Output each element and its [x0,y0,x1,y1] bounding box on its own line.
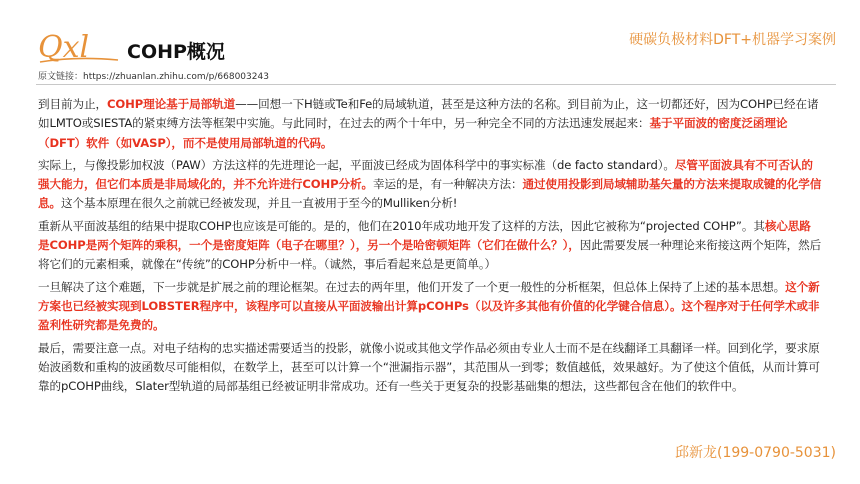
paragraph-5: 最后，需要注意一点。对电子结构的忠实描述需要适当的投影，就像小说或其他文学作品必须由专业人士而不是在线翻译工具翻译一样。回到化学，要求原始波函数和重构的波函数尽可能相似，在数学上，甚至可以计算一个“泄漏指示器”，其范围从一到零；数值越低，效果越好。为了使这个值低，从而计算可靠的pCOHP曲线，Slater型轨道的局部基组已经被证明非常成功。还有一些关于更复杂的投影基础集的想法，这些都包含在他们的软件中。 [38,340,820,394]
paragraph-4: 一旦解决了这个难题，下一步就是扩展之前的理论框架。在过去的两年里，他们开发了一个更一般性的分析框架，但总体上保持了上述的基本思想。这个新方案也已经被实现到LOBSTER程序中，该程序可以直接从平面波输出计算pCOHPs（以及许多其他有价值的化学键合信息）。这个程序对于任何学术或非盈利性研究都是免费的。 [38,279,820,333]
header-divider [36,84,836,85]
highlight-text: 通过使用投影到局域辅助基矢量的方法来提取成键的化学信息。 [38,177,822,211]
paragraph-1: 到目前为止，COHP理论基于局部轨道——回想一下H链或Te和Fe的局域轨道，甚至是这种方法的名称。到目前为止，这一切都还好，因为COHP已经在诸如LMTO或SIESTA的紧束缚方法等框架中实施。与此同时，在过去的两个十年中，另一种完全不同的方法迅速发展起来：基于平面波的密度泛函理论（DFT）软件（如VASP），而不是使用局部轨道的代码。 [38,97,819,150]
source-link[interactable] [38,69,269,82]
contact-footer: 邱新龙(199-0790-5031) [674,445,836,461]
page-title: COHP概况 [127,41,225,63]
series-title: 硬碳负极材料DFT+机器学习案例 [629,32,836,48]
highlight-text: COHP理论基于局部轨道 [106,97,236,111]
svg-text:Qxl: Qxl [38,30,90,65]
highlight-text: 这个新方案也已经被实现到LOBSTER程序中，该程序可以直接从平面波输出计算pCOHPs（以及许多其他有价值的化学键合信息）。这个程序对于任何学术或非盈利性研究都是免费的。 [38,279,820,333]
article-body [38,95,822,399]
source-url[interactable]: https://zhuanlan.zhihu.com/p/668003243 [83,72,269,82]
highlight-text: 核心思路是COHP是两个矩阵的乘积，一个是密度矩阵（电子在哪里？），另一个是哈密顿矩阵（它们在做什么？）， [38,218,811,253]
highlight-text: 基于平面波的密度泛函理论（DFT）软件（如VASP），而不是使用局部轨道的代码。 [38,116,788,150]
paragraph-3: 重新从平面波基组的结果中提取COHP也应该是可能的。是的，他们在2010年成功地开发了这样的方法，因此它被称为“projected COHP”。其核心思路是COHP是两个矩阵的乘积，一个是密度矩阵（电子在哪里？），另一个是哈密顿矩阵（它们在做什么？），因此需要发展一种理论来衔接这两个矩阵，然后将它们的元素相乘，就像在“传统”的COHP分析中一样。（诚然，事后看起来总是更简单。） [38,218,822,272]
qxl-logo [36,26,122,66]
source-label: 原文链接： [38,72,84,82]
paragraph-2: 实际上，与像投影加权波（PAW）方法这样的先进理论一起，平面波已经成为固体科学中的事实标准（de facto standard）。尽管平面波具有不可否认的强大能力，但它们本质是非局域化的，并不允许进行COHP分析。幸运的是，有一种解决方法：通过使用投影到局域辅助基矢量的方法来提取成键的化学信息。这个基本原理在很久之前就已经被发现，并且一直被用于至今的Mulliken分析! [38,157,822,211]
highlight-text: 尽管平面波具有不可否认的强大能力，但它们本质是非局域化的，并不允许进行COHP分析。 [38,157,813,192]
